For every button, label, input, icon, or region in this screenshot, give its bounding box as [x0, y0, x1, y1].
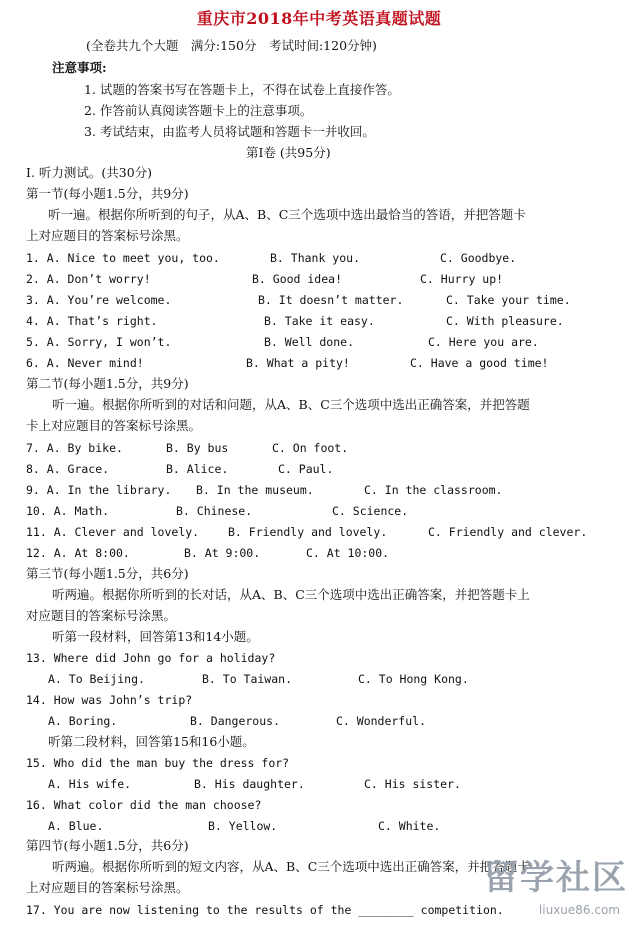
- option-a: 4. A. That’s right.: [26, 314, 158, 328]
- option-b: B. His daughter.: [194, 777, 305, 791]
- section-instruction: 听一遍。根据你所听到的对话和问题，从A、B、C三个选项中选出正确答案，并把答题: [52, 397, 530, 412]
- option-c: C. Take your time.: [446, 293, 571, 307]
- option-a: 12. A. At 8:00.: [26, 546, 130, 560]
- option-a: A. To Beijing.: [48, 672, 145, 686]
- option-b: B. Dangerous.: [190, 714, 281, 728]
- option-b: B. Chinese.: [176, 504, 253, 518]
- option-b: B. At 9:00.: [184, 546, 261, 560]
- section-heading: 第二节(每小题1.5分，共9分): [26, 376, 189, 391]
- option-b: B. To Taiwan.: [202, 672, 293, 686]
- option-c: C. At 10:00.: [306, 546, 390, 560]
- option-a: A. Boring.: [48, 714, 118, 728]
- page-title: 重庆市2018年中考英语真题试题: [196, 9, 442, 28]
- option-c: C. His sister.: [364, 777, 461, 791]
- option-c: C. Science.: [332, 504, 409, 518]
- option-b: B. Friendly and lovely.: [228, 525, 388, 539]
- option-a: 5. A. Sorry, I won’t.: [26, 335, 172, 349]
- question-stem: 16. What color did the man choose?: [26, 798, 262, 812]
- option-a: 11. A. Clever and lovely.: [26, 525, 200, 539]
- option-b: B. Alice.: [166, 462, 229, 476]
- part-heading: I. 听力测试。(共30分): [26, 165, 153, 180]
- option-a: 3. A. You’re welcome.: [26, 293, 172, 307]
- notice-item: 3. 考试结束，由监考人员将试题和答题卡一并收回。: [84, 124, 375, 139]
- option-a: A. Blue.: [48, 819, 104, 833]
- material-note: 听第二段材料，回答第15和16小题。: [48, 734, 255, 749]
- section-instruction: 上对应题目的答案标号涂黑。: [26, 880, 189, 895]
- option-a: 6. A. Never mind!: [26, 356, 144, 370]
- question-stem: 17. You are now listening to the results of the ________ competition.: [26, 903, 504, 917]
- option-b: B. Take it easy.: [264, 314, 375, 328]
- option-b: B. In the museum.: [196, 483, 314, 497]
- option-b: B. It doesn’t matter.: [258, 293, 404, 307]
- option-c: C. Paul.: [278, 462, 334, 476]
- option-b: B. By bus: [166, 441, 229, 455]
- option-c: C. To Hong Kong.: [358, 672, 469, 686]
- option-a: A. His wife.: [48, 777, 132, 791]
- question-stem: 14. How was John’s trip?: [26, 693, 193, 707]
- option-c: C. On foot.: [272, 441, 349, 455]
- option-b: B. Yellow.: [208, 819, 278, 833]
- option-a: 1. A. Nice to meet you, too.: [26, 251, 220, 265]
- section-instruction: 听两遍。根据你所听到的短文内容，从A、B、C三个选项中选出正确答案，并把答题卡: [52, 859, 530, 874]
- option-a: 7. A. By bike.: [26, 441, 123, 455]
- section-instruction: 听一遍。根据你所听到的句子，从A、B、C三个选项中选出最恰当的答语，并把答题卡: [48, 207, 526, 222]
- option-c: C. White.: [378, 819, 441, 833]
- notice-item: 2. 作答前认真阅读答题卡上的注意事项。: [84, 103, 313, 118]
- option-b: B. Thank you.: [270, 251, 361, 265]
- material-note: 听第一段材料，回答第13和14小题。: [52, 629, 259, 644]
- watermark-logo: 留学社区: [484, 858, 628, 898]
- exam-meta: (全卷共九个大题 满分:150分 考试时间:120分钟): [86, 38, 377, 53]
- volume-heading: 第Ⅰ卷 (共95分): [246, 145, 331, 160]
- section-instruction: 听两遍。根据你所听到的长对话，从A、B、C三个选项中选出正确答案，并把答题卡上: [52, 587, 530, 602]
- option-c: C. Here you are.: [428, 335, 539, 349]
- option-c: C. Hurry up!: [420, 272, 504, 286]
- option-a: 8. A. Grace.: [26, 462, 110, 476]
- option-b: B. What a pity!: [246, 356, 350, 370]
- section-heading: 第三节(每小题1.5分，共6分): [26, 566, 189, 581]
- option-b: B. Good idea!: [252, 272, 343, 286]
- option-c: C. Friendly and clever.: [428, 525, 588, 539]
- section-instruction: 卡上对应题目的答案标号涂黑。: [26, 418, 202, 433]
- option-c: C. Have a good time!: [410, 356, 549, 370]
- section-heading: 第一节(每小题1.5分，共9分): [26, 186, 189, 201]
- section-instruction: 对应题目的答案标号涂黑。: [26, 608, 177, 623]
- option-c: C. With pleasure.: [446, 314, 564, 328]
- question-stem: 13. Where did John go for a holiday?: [26, 651, 276, 665]
- option-a: 2. A. Don’t worry!: [26, 272, 151, 286]
- option-a: 9. A. In the library.: [26, 483, 172, 497]
- notice-item: 1. 试题的答案书写在答题卡上，不得在试卷上直接作答。: [84, 82, 400, 97]
- option-c: C. Goodbye.: [440, 251, 517, 265]
- notice-heading: 注意事项:: [52, 60, 107, 75]
- option-b: B. Well done.: [264, 335, 355, 349]
- question-stem: 15. Who did the man buy the dress for?: [26, 756, 290, 770]
- option-a: 10. A. Math.: [26, 504, 110, 518]
- option-c: C. Wonderful.: [336, 714, 427, 728]
- watermark-url: liuxue86.com: [538, 903, 620, 917]
- section-heading: 第四节(每小题1.5分，共6分): [26, 838, 189, 853]
- option-c: C. In the classroom.: [364, 483, 503, 497]
- section-instruction: 上对应题目的答案标号涂黑。: [26, 228, 189, 243]
